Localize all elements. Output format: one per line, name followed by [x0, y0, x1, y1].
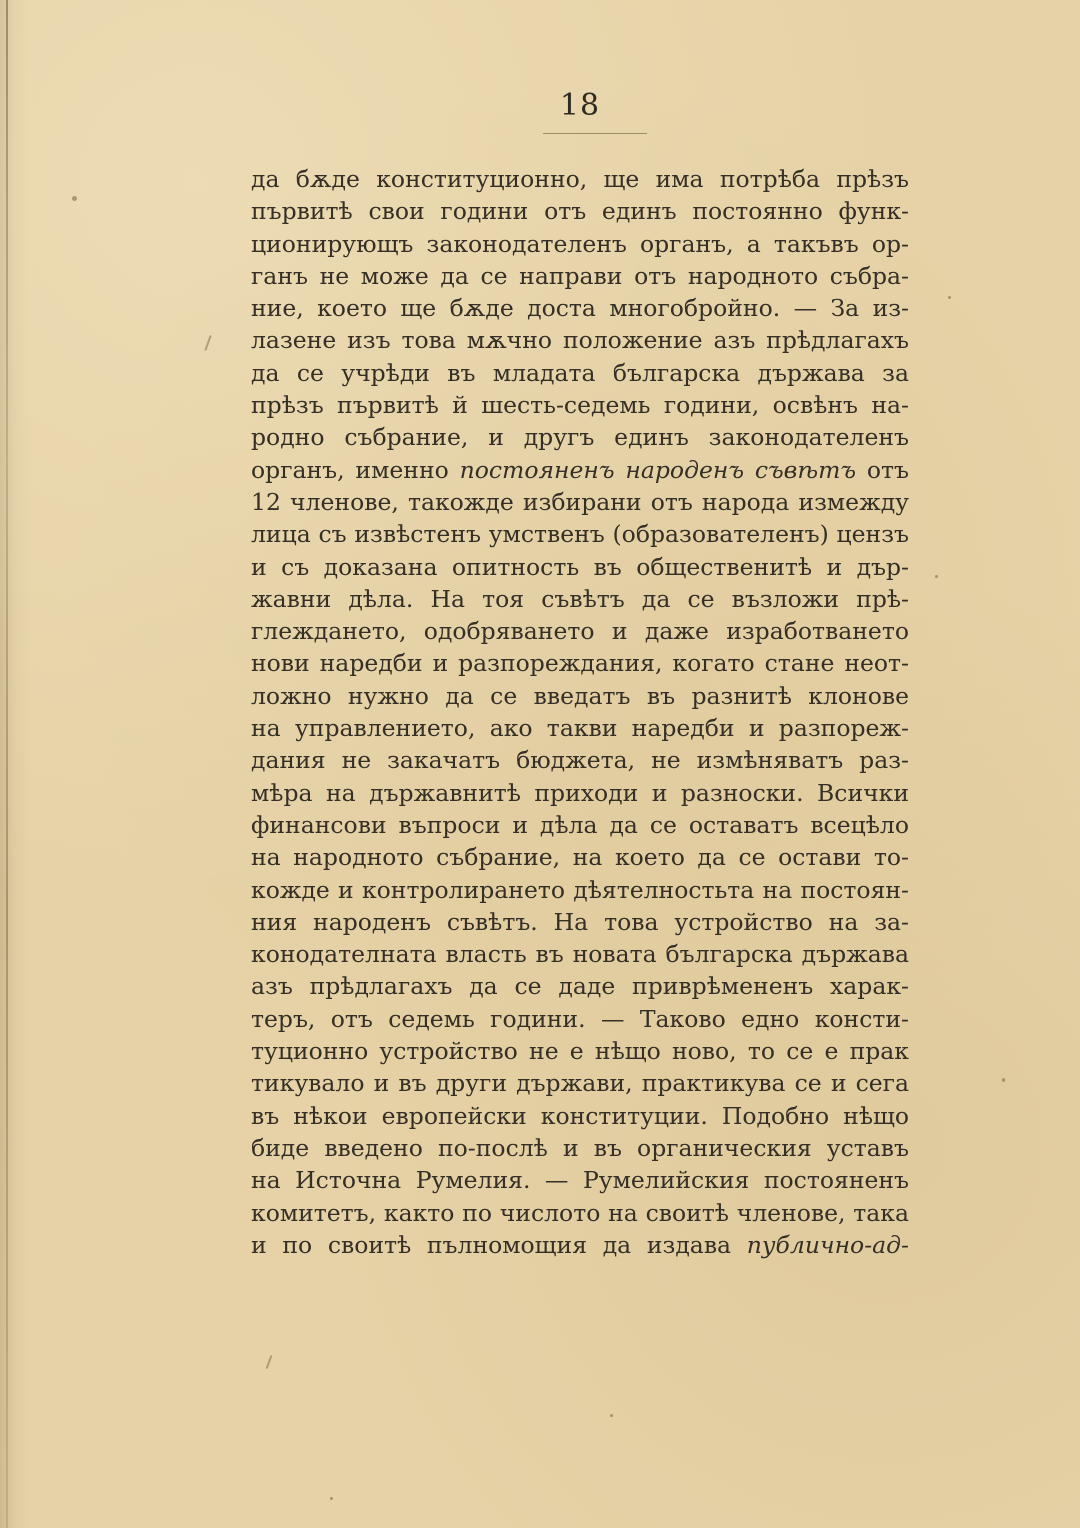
- text-line: [251, 615, 909, 647]
- text-segment: туционно устройство не е нѣщо ново, то се е прак: [251, 1037, 909, 1066]
- text-segment: кожде и контролирането дѣятелностьта на постоян-: [251, 875, 909, 904]
- italic-phrase: постояненъ народенъ съвѣтъ: [459, 455, 857, 484]
- text-line: [251, 1003, 909, 1035]
- text-line: [251, 680, 909, 712]
- text-segment: родно събрание, и другъ единъ законодателенъ: [251, 423, 909, 452]
- paper-speck: [1002, 1078, 1005, 1082]
- page-number-rule: [543, 133, 647, 134]
- text-segment: да бѫде конституционно, ще има потрѣба прѣзъ: [251, 165, 909, 193]
- text-line: [251, 647, 909, 679]
- text-line: [251, 1197, 909, 1229]
- text-segment: дания не закачатъ бюджета, не измѣняватъ раз-: [251, 746, 909, 775]
- text-line: [251, 906, 909, 938]
- text-segment: ложно нужно да се введатъ въ разнитѣ клонове: [251, 681, 909, 710]
- page-text: [251, 163, 909, 1261]
- text-line: [251, 551, 909, 583]
- text-line: [251, 486, 909, 518]
- page-number: 18: [559, 88, 601, 123]
- text-segment: ганъ не може да се направи отъ народното събра-: [251, 261, 909, 290]
- text-segment: лазене изъ това мѫчно положение азъ прѣдлагахъ: [251, 326, 909, 355]
- text-segment: биде введено по-послѣ и въ органическия уставъ: [251, 1133, 909, 1162]
- text-segment: да се учрѣди въ младата българска държава за: [251, 358, 909, 387]
- text-segment: лица съ извѣстенъ умственъ (образователенъ) цензъ: [251, 520, 909, 549]
- page-header: [250, 88, 910, 123]
- text-line: [251, 324, 909, 356]
- text-segment: и по своитѣ пълномощия да издава: [251, 1230, 747, 1259]
- text-line: [251, 712, 909, 744]
- text-line: [251, 421, 909, 453]
- text-segment: и съ доказана опитность въ общественитѣ и дър-: [251, 552, 909, 581]
- paper-speck: [330, 1497, 333, 1500]
- page-fold-edge: [6, 0, 8, 1528]
- text-line: [251, 260, 909, 292]
- text-line: [251, 1132, 909, 1164]
- text-segment: жавни дѣла. На тоя съвѣтъ да се възложи прѣ-: [251, 584, 909, 613]
- scan-artifact: [266, 1355, 273, 1369]
- text-segment: въ нѣкои европейски конституции. Подобно нѣщо: [251, 1101, 909, 1130]
- scan-artifact: [204, 335, 211, 351]
- text-segment: тикувало и въ други държави, практикува се и сега: [251, 1069, 909, 1098]
- text-line: [251, 1164, 909, 1196]
- paper-speck: [610, 1414, 613, 1417]
- text-segment: първитѣ свои години отъ единъ постоянно функ-: [251, 197, 909, 226]
- text-segment: азъ прѣдлагахъ да се даде приврѣмененъ харак-: [251, 972, 909, 1001]
- paper-speck: [948, 296, 951, 299]
- text-line: [251, 1035, 909, 1067]
- paper-speck: [72, 196, 77, 201]
- text-line: [251, 163, 909, 195]
- text-segment: 12 членове, такожде избирани отъ народа измежду: [251, 487, 909, 516]
- text-segment: ние, което ще бѫде доста многобройно. — За из-: [251, 294, 909, 323]
- text-line: [251, 1100, 909, 1132]
- text-segment: на Источна Румелия. — Румелийския постояненъ: [251, 1166, 909, 1195]
- text-segment: органъ, именно: [251, 455, 460, 484]
- text-line: [251, 357, 909, 389]
- text-segment: на управлението, ако такви наредби и разпореж-: [251, 714, 909, 743]
- text-segment: ционирующъ законодателенъ органъ, а такъвъ ор-: [251, 229, 909, 258]
- text-line: [251, 777, 909, 809]
- text-line: [251, 583, 909, 615]
- italic-phrase: публично-ад-: [746, 1230, 909, 1259]
- text-line: [251, 841, 909, 873]
- text-line: [251, 1229, 909, 1261]
- text-line: [251, 389, 909, 421]
- text-line: [251, 454, 909, 486]
- text-segment: прѣзъ първитѣ й шесть-седемь години, освѣнъ на-: [251, 391, 909, 420]
- text-segment: теръ, отъ седемь години. — Таково едно консти-: [251, 1004, 909, 1033]
- text-line: [251, 744, 909, 776]
- text-line: [251, 938, 909, 970]
- paper-speck: [935, 575, 938, 578]
- text-line: [251, 228, 909, 260]
- text-line: [251, 195, 909, 227]
- text-line: [251, 970, 909, 1002]
- text-segment: отъ: [856, 455, 909, 484]
- text-segment: комитетъ, както по числото на своитѣ членове, така: [251, 1198, 909, 1227]
- text-line: [251, 292, 909, 324]
- text-line: [251, 518, 909, 550]
- text-segment: конодателната власть въ новата българска държава: [251, 940, 909, 969]
- text-segment: финансови въпроси и дѣла да се оставатъ всецѣло: [251, 810, 909, 839]
- text-segment: мѣра на държавнитѣ приходи и разноски. Всички: [251, 778, 909, 807]
- text-segment: на народното събрание, на което да се остави то-: [251, 843, 909, 872]
- text-line: [251, 1067, 909, 1099]
- text-line: [251, 874, 909, 906]
- text-segment: глеждането, одобряването и даже изработването: [251, 617, 909, 646]
- text-segment: нови наредби и разпореждания, когато стане неот-: [251, 649, 909, 678]
- text-line: [251, 809, 909, 841]
- text-segment: ния народенъ съвѣтъ. На това устройство на за-: [251, 907, 909, 936]
